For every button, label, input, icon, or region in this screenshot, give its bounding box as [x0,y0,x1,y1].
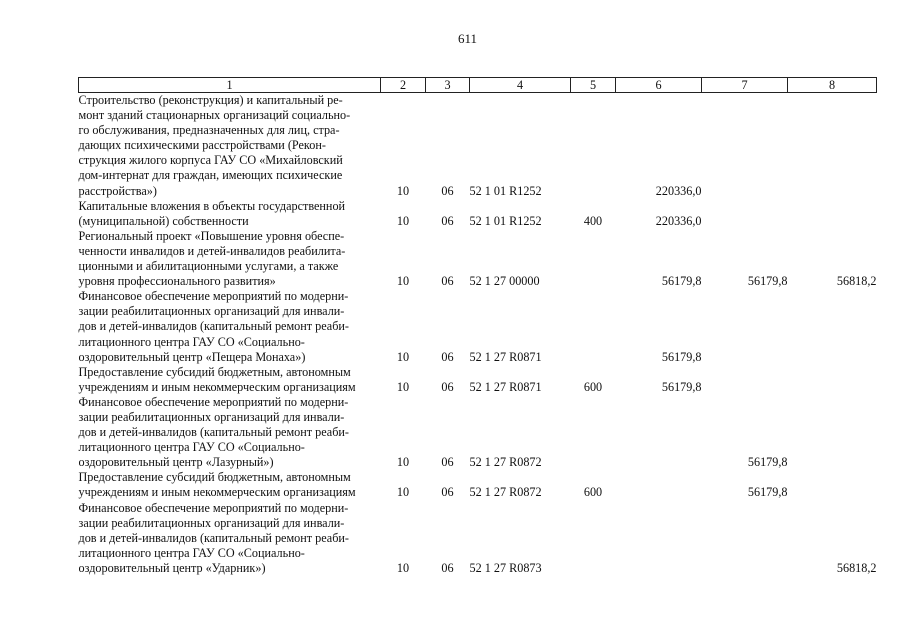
amount-col-7: 56179,8 [747,274,788,289]
description-line: Финансовое обеспечение мероприятий по модерни- [78,500,349,515]
description-line: литационного центра ГАУ СО «Социально- [78,334,305,349]
amount-col-7: 56179,8 [747,485,788,500]
target-article-code: 52 1 01 R1252 [469,183,542,198]
description-line: струкция жилого корпуса ГАУ СО «Михайловский [78,153,343,168]
section-code: 10 [396,455,410,470]
table-row [79,470,877,500]
amount-col-8 [788,470,877,500]
table-body [79,93,877,577]
description-line: монт зданий стационарных организаций социально- [78,108,351,123]
amount-col-7 [702,365,788,395]
header-col-6: 6 [616,78,702,93]
description-line: ченности инвалидов и детей-инвалидов реабилита- [78,243,346,258]
description-line: дов и детей-инвалидов (капитальный ремонт реаби- [78,530,349,545]
amount-col-7 [702,289,788,364]
table-row [79,93,877,199]
amount-col-8 [788,365,877,395]
row-description [79,501,381,576]
amount-col-6: 56179,8 [661,379,702,394]
description-line: оздоровительный центр «Лазурный») [78,455,274,470]
amount-col-8 [788,199,877,229]
subsection-code: 06 [441,455,454,470]
target-article-code: 52 1 27 R0872 [469,455,542,470]
target-article-code: 52 1 27 00000 [469,274,540,289]
description-line: литационного центра ГАУ СО «Социально- [78,545,305,560]
description-line: расстройства») [78,183,157,198]
row-description [79,289,381,364]
description-line: оздоровительный центр «Пещера Монаха») [78,349,306,364]
section-code: 10 [396,560,410,575]
amount-col-8: 56818,2 [836,560,877,575]
description-line: оздоровительный центр «Ударник») [78,560,266,575]
subsection-code: 06 [441,560,454,575]
amount-col-6: 56179,8 [661,274,702,289]
subsection-code: 06 [441,183,454,198]
header-col-5: 5 [571,78,616,93]
subsection-code: 06 [441,274,454,289]
amount-col-7 [702,93,788,199]
subsection-code: 06 [441,349,454,364]
header-row [79,78,877,93]
description-line: дом-интернат для граждан, имеющих психические [78,168,343,183]
description-line: дающих психическими расстройствами (Рекон- [78,138,326,153]
section-code: 10 [396,349,410,364]
description-line: Строительство (реконструкция) и капитальный ре- [78,93,343,107]
expense-type-code: 600 [583,379,603,394]
section-code: 10 [396,485,410,500]
table-row [79,395,877,470]
budget-table [78,77,877,576]
description-line: учреждениям и иным некоммерческим организациям [78,485,356,500]
amount-col-7 [702,501,788,576]
expense-type-code [571,501,616,576]
amount-col-6 [616,501,702,576]
target-article-code: 52 1 27 R0873 [469,560,542,575]
subsection-code: 06 [441,485,454,500]
row-description [79,470,381,500]
description-line: дов и детей-инвалидов (капитальный ремонт реаби- [78,319,349,334]
amount-col-8 [788,289,877,364]
description-line: литационного центра ГАУ СО «Социально- [78,440,305,455]
amount-col-8 [788,93,877,199]
expense-type-code [571,229,616,289]
description-line: ционными и абилитационными услугами, а также [78,259,339,274]
amount-col-6 [616,470,702,500]
row-description [79,229,381,289]
section-code: 10 [396,213,410,228]
description-line: зации реабилитационных организаций для инвали- [78,304,345,319]
amount-col-7: 56179,8 [747,455,788,470]
target-article-code: 52 1 27 R0871 [469,349,542,364]
header-col-8: 8 [788,78,877,93]
description-line: Капитальные вложения в объекты государственной [78,198,346,213]
description-line: го обслуживания, предназначенных для лиц, стра- [78,123,340,138]
description-line: дов и детей-инвалидов (капитальный ремонт реаби- [78,425,349,440]
description-line: (муниципальной) собственности [78,213,249,228]
section-code: 10 [396,183,410,198]
header-col-7: 7 [702,78,788,93]
description-line: зации реабилитационных организаций для инвали- [78,515,345,530]
description-line: Предоставление субсидий бюджетным, автономным [78,470,351,485]
row-description [79,199,381,229]
table-row [79,199,877,229]
amount-col-7 [702,199,788,229]
amount-col-6 [616,395,702,470]
amount-col-6: 56179,8 [661,349,702,364]
expense-type-code: 400 [583,213,603,228]
table-row [79,289,877,364]
amount-col-6: 220336,0 [655,183,702,198]
section-code: 10 [396,274,410,289]
table-row [79,229,877,289]
row-description [79,395,381,470]
page-number: 611 [457,31,478,46]
description-line: Финансовое обеспечение мероприятий по модерни- [78,394,349,409]
header-col-3: 3 [426,78,470,93]
description-line: Региональный проект «Повышение уровня обеспе- [78,228,345,243]
target-article-code: 52 1 27 R0871 [469,379,542,394]
description-line: Предоставление субсидий бюджетным, автономным [78,364,351,379]
amount-col-8: 56818,2 [836,274,877,289]
expense-type-code: 600 [583,485,603,500]
expense-type-code [571,93,616,199]
target-article-code: 52 1 01 R1252 [469,213,542,228]
description-line: Финансовое обеспечение мероприятий по модерни- [78,289,349,304]
description-line: уровня профессионального развития» [78,274,276,289]
header-col-4: 4 [470,78,571,93]
subsection-code: 06 [441,213,454,228]
table-row [79,501,877,576]
expense-type-code [571,395,616,470]
amount-col-8 [788,395,877,470]
table-row [79,365,877,395]
target-article-code: 52 1 27 R0872 [469,485,542,500]
row-description [79,365,381,395]
description-line: зации реабилитационных организаций для инвали- [78,409,345,424]
description-line: учреждениям и иным некоммерческим организациям [78,379,356,394]
row-description [79,93,381,199]
header-col-2: 2 [381,78,426,93]
section-code: 10 [396,379,410,394]
expense-type-code [571,289,616,364]
header-col-1: 1 [79,78,381,93]
amount-col-6: 220336,0 [655,213,702,228]
subsection-code: 06 [441,379,454,394]
